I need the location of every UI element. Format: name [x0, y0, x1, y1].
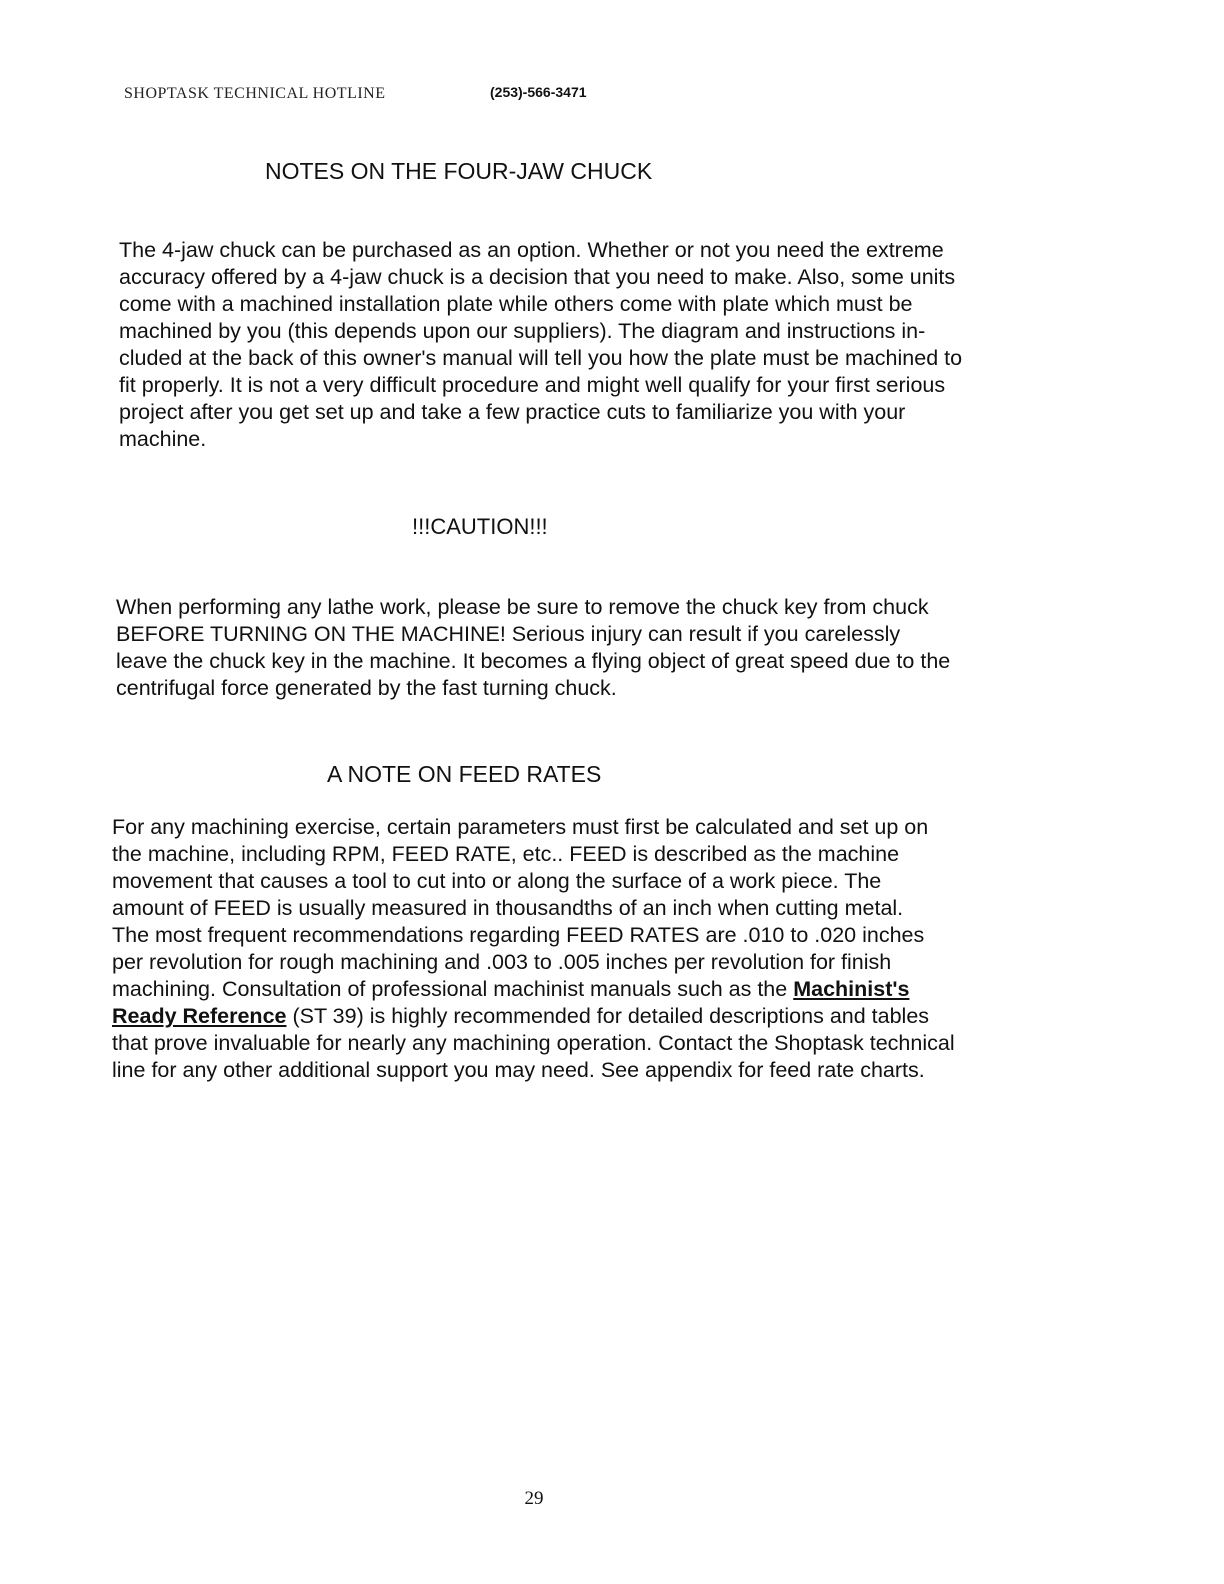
- paragraph-line: BEFORE TURNING ON THE MACHINE! Serious injury can result if you carelessly: [116, 622, 901, 646]
- caution-title: !!!CAUTION!!!: [412, 514, 548, 539]
- paragraph-line: leave the chuck key in the machine. It becomes a flying object of great speed due to the: [116, 649, 951, 673]
- paragraph-line: The most frequent recommendations regarding FEED RATES are .010 to .020 inches: [112, 923, 925, 947]
- paragraph-line: When performing any lathe work, please be sure to remove the chuck key from chuck: [116, 595, 929, 619]
- paragraph-line: The 4-jaw chuck can be purchased as an option. Whether or not you need the extreme: [119, 238, 944, 262]
- paragraph-line: cluded at the back of this owner's manual will tell you how the plate must be machined to: [119, 346, 963, 370]
- paragraph-line: [112, 976, 955, 1003]
- paragraph-line: come with a machined installation plate while others come with plate which must be: [119, 292, 913, 316]
- paragraph-text: machining. Consultation of professional machinist manuals such as the: [112, 977, 794, 1001]
- paragraph-line: accuracy offered by a 4-jaw chuck is a decision that you need to make. Also, some units: [119, 265, 956, 289]
- paragraph-line: [112, 1003, 955, 1030]
- paragraph-line: machine.: [119, 427, 207, 451]
- hotline-phone: (253)-566-3471: [490, 84, 587, 100]
- feed-rates-paragraph: [112, 814, 955, 1084]
- section-title-feed-rates: A NOTE ON FEED RATES: [327, 761, 602, 787]
- hotline-label: SHOPTASK TECHNICAL HOTLINE: [124, 85, 386, 102]
- four-jaw-chuck-paragraph: [119, 237, 962, 453]
- paragraph-line: per revolution for rough machining and .003 to .005 inches per revolution for finish: [112, 950, 892, 974]
- paragraph-line: the machine, including RPM, FEED RATE, etc.. FEED is described as the machine: [112, 842, 900, 866]
- paragraph-line: centrifugal force generated by the fast turning chuck.: [116, 676, 617, 700]
- paragraph-text: (ST 39) is highly recommended for detailed descriptions and tables: [286, 1004, 930, 1028]
- paragraph-line: project after you get set up and take a few practice cuts to familiarize you with your: [119, 400, 906, 424]
- ready-reference-title: Ready Reference: [112, 1004, 287, 1028]
- caution-paragraph: [116, 594, 950, 702]
- paragraph-line: amount of FEED is usually measured in thousandths of an inch when cutting metal.: [112, 896, 904, 920]
- paragraph-line: machined by you (this depends upon our suppliers). The diagram and instructions in-: [119, 319, 926, 343]
- paragraph-line: fit properly. It is not a very difficult procedure and might well qualify for your first serious: [119, 373, 946, 397]
- page-number: 29: [524, 1488, 544, 1509]
- paragraph-line: For any machining exercise, certain parameters must first be calculated and set up on: [112, 815, 929, 839]
- paragraph-line: movement that causes a tool to cut into or along the surface of a work piece. The: [112, 869, 882, 893]
- paragraph-line: line for any other additional support you may need. See appendix for feed rate charts.: [112, 1058, 925, 1082]
- page-header: [124, 82, 824, 106]
- machinists-reference-title: Machinist's: [793, 977, 910, 1001]
- paragraph-line: that prove invaluable for nearly any machining operation. Contact the Shoptask technical: [112, 1031, 955, 1055]
- section-title-four-jaw-chuck: NOTES ON THE FOUR-JAW CHUCK: [265, 158, 653, 184]
